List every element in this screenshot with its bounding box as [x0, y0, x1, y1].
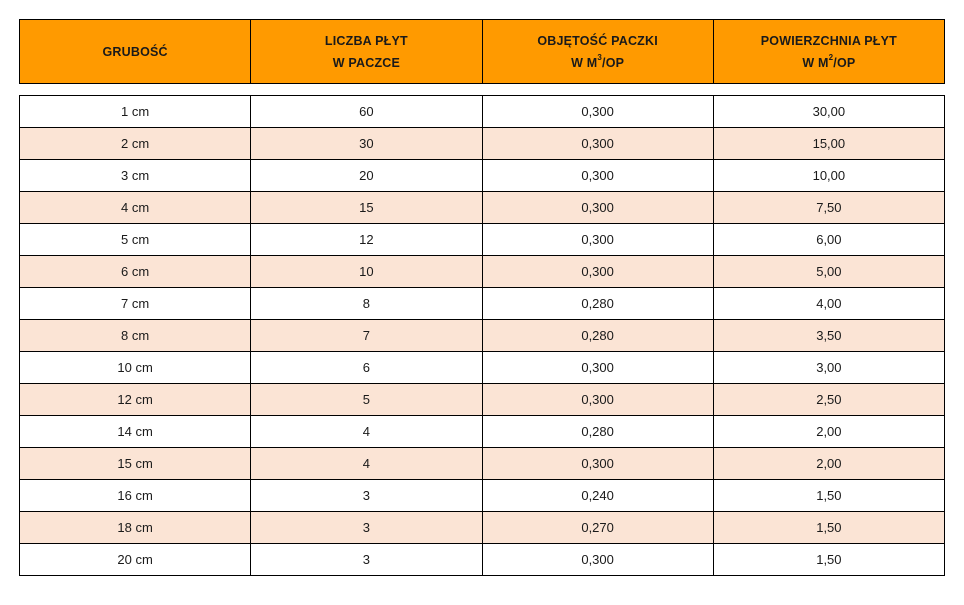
cell-count[interactable]: 8: [251, 288, 482, 320]
table-row: [20, 256, 945, 288]
cell-volume[interactable]: 0,280: [482, 416, 713, 448]
cell-thickness[interactable]: 15 cm: [20, 448, 251, 480]
table-row: [20, 544, 945, 576]
cell-thickness[interactable]: 12 cm: [20, 384, 251, 416]
table-row: [20, 224, 945, 256]
cell-thickness[interactable]: 16 cm: [20, 480, 251, 512]
cell-count[interactable]: 5: [251, 384, 482, 416]
cell-thickness[interactable]: 7 cm: [20, 288, 251, 320]
header-thickness[interactable]: [20, 20, 251, 84]
table-row: [20, 448, 945, 480]
cell-count[interactable]: 60: [251, 96, 482, 128]
header-count-line2: W PACZCE: [332, 55, 401, 70]
table-row: [20, 384, 945, 416]
header-thickness-label: GRUBOŚĆ: [102, 44, 168, 59]
cell-thickness[interactable]: 20 cm: [20, 544, 251, 576]
cell-thickness[interactable]: 14 cm: [20, 416, 251, 448]
cell-thickness[interactable]: 2 cm: [20, 128, 251, 160]
header-volume-unit-post: /OP: [602, 55, 625, 70]
cell-count[interactable]: 3: [251, 512, 482, 544]
cell-thickness[interactable]: 18 cm: [20, 512, 251, 544]
cell-volume[interactable]: 0,300: [482, 352, 713, 384]
cell-volume[interactable]: 0,300: [482, 128, 713, 160]
cell-count[interactable]: 10: [251, 256, 482, 288]
cell-volume[interactable]: 0,300: [482, 256, 713, 288]
cell-count[interactable]: 12: [251, 224, 482, 256]
data-table-body: [20, 96, 945, 576]
header-area-line1: POWIERZCHNIA PŁYT: [760, 33, 898, 48]
cell-count[interactable]: 4: [251, 448, 482, 480]
cell-count[interactable]: 6: [251, 352, 482, 384]
cell-count[interactable]: 30: [251, 128, 482, 160]
header-volume-line1: OBJĘTOŚĆ PACZKI: [537, 33, 658, 48]
table-row: [20, 480, 945, 512]
header-area-line2: [714, 52, 944, 74]
cell-area[interactable]: 10,00: [713, 160, 944, 192]
cell-area[interactable]: 6,00: [713, 224, 944, 256]
data-table: [19, 95, 945, 576]
cell-volume[interactable]: 0,300: [482, 192, 713, 224]
cell-area[interactable]: 3,00: [713, 352, 944, 384]
header-volume[interactable]: [482, 20, 713, 84]
cell-volume[interactable]: 0,300: [482, 96, 713, 128]
cell-volume[interactable]: 0,300: [482, 160, 713, 192]
cell-volume[interactable]: 0,280: [482, 320, 713, 352]
cell-count[interactable]: 3: [251, 544, 482, 576]
cell-area[interactable]: 1,50: [713, 480, 944, 512]
header-volume-unit-sup: 3: [597, 53, 603, 63]
cell-volume[interactable]: 0,240: [482, 480, 713, 512]
cell-area[interactable]: 4,00: [713, 288, 944, 320]
cell-area[interactable]: 2,00: [713, 416, 944, 448]
header-table: [19, 19, 945, 84]
table-row: [20, 416, 945, 448]
cell-thickness[interactable]: 6 cm: [20, 256, 251, 288]
table-row: [20, 128, 945, 160]
cell-area[interactable]: 1,50: [713, 512, 944, 544]
table-row: [20, 288, 945, 320]
cell-area[interactable]: 3,50: [713, 320, 944, 352]
header-area-unit-pre: W M: [802, 55, 829, 70]
header-area-unit-post: /OP: [833, 55, 856, 70]
cell-volume[interactable]: 0,300: [482, 224, 713, 256]
cell-area[interactable]: 5,00: [713, 256, 944, 288]
cell-volume[interactable]: 0,280: [482, 288, 713, 320]
cell-thickness[interactable]: 10 cm: [20, 352, 251, 384]
table-row: [20, 320, 945, 352]
header-volume-unit-pre: W M: [571, 55, 598, 70]
header-area[interactable]: [713, 20, 944, 84]
cell-count[interactable]: 20: [251, 160, 482, 192]
cell-thickness[interactable]: 1 cm: [20, 96, 251, 128]
cell-count[interactable]: 4: [251, 416, 482, 448]
table-row: [20, 352, 945, 384]
cell-thickness[interactable]: 5 cm: [20, 224, 251, 256]
cell-count[interactable]: 15: [251, 192, 482, 224]
cell-thickness[interactable]: 8 cm: [20, 320, 251, 352]
cell-area[interactable]: 30,00: [713, 96, 944, 128]
cell-area[interactable]: 2,00: [713, 448, 944, 480]
header-row: [20, 20, 945, 84]
table-row: [20, 192, 945, 224]
cell-area[interactable]: 2,50: [713, 384, 944, 416]
header-count[interactable]: [251, 20, 482, 84]
header-count-line1: LICZBA PŁYT: [324, 33, 408, 48]
cell-area[interactable]: 7,50: [713, 192, 944, 224]
table-row: [20, 160, 945, 192]
cell-volume[interactable]: 0,300: [482, 448, 713, 480]
cell-thickness[interactable]: 3 cm: [20, 160, 251, 192]
cell-volume[interactable]: 0,300: [482, 384, 713, 416]
cell-volume[interactable]: 0,270: [482, 512, 713, 544]
cell-area[interactable]: 15,00: [713, 128, 944, 160]
cell-thickness[interactable]: 4 cm: [20, 192, 251, 224]
cell-count[interactable]: 3: [251, 480, 482, 512]
header-volume-line2: [483, 52, 713, 74]
table-row: [20, 512, 945, 544]
table-row: [20, 96, 945, 128]
cell-volume[interactable]: 0,300: [482, 544, 713, 576]
cell-area[interactable]: 1,50: [713, 544, 944, 576]
cell-count[interactable]: 7: [251, 320, 482, 352]
header-area-unit-sup: 2: [828, 53, 834, 63]
